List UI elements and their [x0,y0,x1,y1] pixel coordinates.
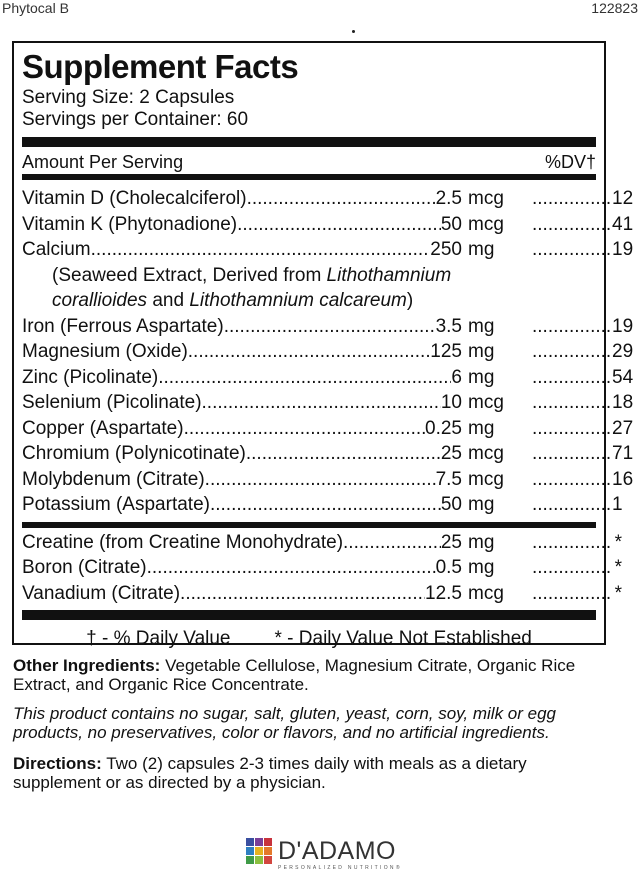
nutrient-name-col [22,530,462,556]
nutrient-name: Zinc (Picolinate) [22,366,159,388]
nutrient-name: Selenium (Picolinate) [22,392,202,413]
leader-dots [184,416,425,442]
nutrient-unit: mg [468,315,495,337]
nutrient-name: Creatine (from Creatine Monohydrate) [22,531,344,553]
calcium-note-line [22,263,596,289]
nutrient-unit: mg [468,417,495,439]
nutrient-unit: mg [468,366,495,388]
nutrient-dv-col [462,237,633,263]
nutrient-unit: mg [468,557,495,578]
nutrient-name-col [22,212,462,238]
nutrient-dv: 27 [612,417,634,439]
nutrient-row [22,492,623,518]
leader-dots [532,186,612,212]
nutrient-dv: 1 [612,494,623,515]
directions-label: Directions: [13,754,102,773]
dv-header: %DV† [544,152,596,172]
leader-dots [246,441,441,467]
nutrient-amount: 250 [430,239,462,260]
calcium-note-suffix: ) [406,290,414,311]
nutrient-dv-col [462,212,633,238]
nutrient-name: Vanadium (Citrate) [22,582,181,604]
nutrient-amount: 7.5 [435,468,462,490]
leader-dots [91,237,431,263]
footnote-dv: † - % Daily Value [86,628,231,649]
calcium-note-italic: Lithothamnium [326,264,452,286]
nutrient-row [22,581,622,607]
leader-dots [205,467,436,493]
other-ingredients [13,656,613,694]
nutrient-row [22,390,634,416]
leader-dots [532,530,612,556]
leader-dots [532,212,612,238]
other-ingredients-text: Vegetable Cellulose, Magnesium Citrate, Organic Rice Extract, and Organic Rice Concentrate. [13,656,576,694]
leader-dots [532,237,612,263]
nutrient-dv: 29 [612,341,634,362]
nutrient-name-col [22,314,462,340]
divider-thick [22,610,596,620]
leader-dots [532,416,612,442]
supplement-facts-panel [12,41,634,649]
serving-size: Serving Size: 2 Capsules [22,87,235,108]
leader-dots [247,186,436,212]
nutrient-row [22,314,634,340]
nutrient-dv: 41 [612,213,634,235]
logo-square [255,838,263,846]
logo-square [246,847,254,855]
disclaimer: This product contains no sugar, salt, gluten, yeast, corn, soy, milk or egg products, no preservatives, color or flavors, and no artificial ingredients. [13,704,557,742]
nutrient-amount: 10 [440,392,462,413]
logo-square [255,856,263,864]
nutrient-dv-col [462,441,633,467]
logo-square [255,847,263,855]
nutrient-unit: mg [468,494,495,515]
amount-per-serving-label: Amount Per Serving [22,152,184,172]
other-nutrient-list [22,530,622,607]
nutrient-dv: 16 [612,468,634,490]
product-code: 122823 [591,0,638,16]
nutrient-unit: mcg [468,392,504,413]
nutrient-amount: 25 [440,443,462,464]
nutrient-name-col [22,416,462,442]
nutrient-dv-col [462,314,633,340]
nutrient-amount: 125 [430,341,462,362]
nutrient-amount: 0.5 [435,557,462,578]
calcium-note-italic: corallioides [52,290,148,311]
calcium-note-mid: and [147,290,190,311]
leader-dots [202,390,441,416]
nutrient-row [22,365,634,391]
nutrient-dv: 18 [612,392,634,413]
logo-mark-icon [246,838,272,864]
nutrient-name-col [22,441,462,467]
leader-dots [532,492,612,518]
leader-dots [532,441,612,467]
nutrient-amount: 2.5 [435,188,462,209]
nutrient-dv-col [462,530,622,556]
other-ingredients-label: Other Ingredients: [13,656,161,675]
nutrient-row [22,212,634,238]
nutrient-name: Calcium [22,239,91,260]
brand-logo [246,838,402,871]
nutrient-dv-col [462,581,622,607]
nutrient-amount: 6 [451,366,462,388]
logo-tagline: PERSONALIZED NUTRITION® [278,865,402,871]
nutrient-name: Iron (Ferrous Aspartate) [22,315,224,337]
logo-square [264,838,272,846]
nutrient-name: Molybdenum (Citrate) [22,468,205,490]
nutrient-unit: mcg [468,188,504,209]
nutrient-dv: 19 [612,315,634,337]
nutrient-dv: 12 [612,188,634,209]
divider-thick [22,137,596,147]
nutrient-dv: 19 [612,239,634,260]
leader-dots [532,467,612,493]
nutrient-amount: 0.25 [425,417,462,439]
logo-square [264,856,272,864]
leader-dots [532,555,612,581]
nutrient-name: Vitamin D (Cholecalciferol) [22,188,247,209]
nutrient-name-col [22,492,462,518]
directions-text: Two (2) capsules 2-3 times daily with meals as a dietary supplement or as directed by a physician. [13,754,527,792]
footnotes [22,626,596,652]
nutrient-dv-col [462,186,633,212]
directions [13,754,613,792]
leader-dots [188,339,431,365]
nutrient-amount: 50 [440,213,462,235]
product-name: Phytocal B [2,0,69,16]
leader-dots [532,339,612,365]
nutrient-name: Chromium (Polynicotinate) [22,443,246,464]
nutrient-name-col [22,339,462,365]
nutrient-unit: mcg [468,468,504,490]
nutrient-name: Magnesium (Oxide) [22,341,188,362]
calcium-note-prefix: (Seaweed Extract, Derived from [52,264,327,286]
nutrient-name: Potassium (Aspartate) [22,494,210,515]
panel-title: Supplement Facts [22,48,299,85]
nutrient-unit: mg [468,341,495,362]
nutrient-dv-col [462,339,633,365]
leader-dots [210,492,441,518]
nutrient-name-col [22,365,462,391]
nutrient-dv-col [462,467,633,493]
nutrient-dv-col [462,555,622,581]
nutrient-list [22,186,634,518]
amount-per-serving-header [22,147,596,174]
divider-mid [22,522,596,528]
leader-dots [532,581,612,607]
nutrient-name-col [22,186,462,212]
nutrient-dv: 71 [612,443,634,464]
nutrient-amount: 12.5 [425,582,462,604]
leader-dots [237,212,441,238]
nutrient-dv: * [614,531,622,553]
nutrient-name-col [22,390,462,416]
calcium-note-italic: Lithothamnium calcareum [189,290,407,311]
leader-dots [224,314,436,340]
logo-square [264,847,272,855]
nutrient-row [22,467,634,493]
nutrient-unit: mcg [468,582,504,604]
nutrient-dv-col [462,390,633,416]
nutrient-unit: mcg [468,213,504,235]
nutrient-unit: mcg [468,443,504,464]
divider-mid [22,174,596,180]
nutrient-unit: mg [468,531,495,553]
nutrient-amount: 25 [440,531,462,553]
nutrient-name: Copper (Aspartate) [22,417,184,439]
nutrient-row [22,555,622,581]
nutrient-row [22,186,634,212]
logo-square [246,838,254,846]
logo-square [246,856,254,864]
nutrient-row [22,339,634,365]
servings-per-container: Servings per Container: 60 [22,109,249,130]
nutrient-name-col [22,581,462,607]
nutrient-name-col [22,467,462,493]
nutrient-row [22,416,634,442]
dot-mark [352,30,355,33]
nutrient-dv: * [614,557,622,578]
leader-dots [158,365,451,391]
leader-dots [343,530,441,556]
nutrient-row [22,237,634,263]
nutrient-name-col [22,237,462,263]
nutrient-dv: * [614,582,622,604]
nutrient-amount: 50 [440,494,462,515]
nutrient-row [22,530,622,556]
nutrient-name: Vitamin K (Phytonadione) [22,213,238,235]
leader-dots [532,314,612,340]
nutrient-row [22,441,634,467]
footnote-star: * - Daily Value Not Established [274,628,532,649]
nutrient-name-col [22,555,462,581]
nutrient-amount: 3.5 [435,315,462,337]
nutrient-dv: 54 [612,366,634,388]
nutrient-dv-col [462,492,623,518]
logo-name: D'ADAMO [278,837,397,865]
leader-dots [532,390,612,416]
nutrient-dv-col [462,365,633,391]
leader-dots [147,555,436,581]
nutrient-unit: mg [468,239,495,260]
nutrient-name: Boron (Citrate) [22,557,147,578]
calcium-note-line [22,288,596,314]
leader-dots [180,581,425,607]
leader-dots [532,365,612,391]
nutrient-dv-col [462,416,633,442]
